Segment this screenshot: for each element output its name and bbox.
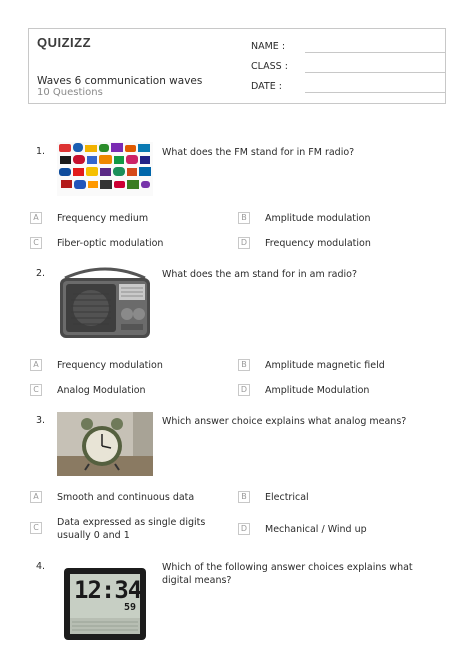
date-field[interactable] bbox=[251, 81, 282, 92]
name-label: NAME : bbox=[251, 41, 286, 52]
question-number: 3. bbox=[36, 415, 46, 426]
question-text: What does the FM stand for in FM radio? bbox=[162, 147, 355, 158]
option-text: Amplitude Modulation bbox=[265, 385, 370, 396]
option-text: Smooth and continuous data bbox=[57, 492, 195, 503]
date-line bbox=[305, 92, 445, 93]
question-text: What does the am stand for in am radio? bbox=[162, 269, 358, 280]
date-label: DATE : bbox=[251, 81, 282, 92]
alarm-clock-image bbox=[57, 412, 153, 476]
question-text: Which answer choice explains what analog means? bbox=[162, 416, 407, 427]
option-text: Amplitude magnetic field bbox=[265, 360, 385, 371]
name-line bbox=[305, 52, 445, 53]
option-text: Fiber-optic modulation bbox=[57, 238, 164, 249]
worksheet-question-count: 10 Questions bbox=[37, 87, 103, 98]
question-text: Which of the following answer choices explains what digital means? bbox=[162, 562, 413, 586]
option-letter: B bbox=[238, 212, 250, 224]
option-text: Frequency modulation bbox=[265, 238, 371, 249]
option-letter: A bbox=[30, 491, 42, 503]
option-letter: B bbox=[238, 359, 250, 371]
quizizz-logo bbox=[37, 35, 91, 50]
option-letter: D bbox=[238, 384, 250, 396]
option-text: Analog Modulation bbox=[57, 385, 146, 396]
question-number: 4. bbox=[36, 561, 46, 572]
option-letter: C bbox=[30, 384, 42, 396]
option-letter: D bbox=[238, 237, 250, 249]
question-number: 2. bbox=[36, 268, 46, 279]
option-text: Amplitude modulation bbox=[265, 213, 371, 224]
class-field[interactable] bbox=[251, 61, 288, 72]
question-number: 1. bbox=[36, 146, 46, 157]
worksheet-header bbox=[28, 28, 446, 104]
option-text: Data expressed as single digits usually 0 and 1 bbox=[57, 517, 206, 541]
clock-seconds: 59 bbox=[124, 602, 137, 613]
option-text: Frequency modulation bbox=[57, 360, 163, 371]
digital-clock-image bbox=[62, 566, 148, 642]
option-letter: B bbox=[238, 491, 250, 503]
option-letter: D bbox=[238, 523, 250, 535]
portable-radio-image bbox=[57, 264, 153, 342]
worksheet-title: Waves 6 communication waves bbox=[37, 75, 203, 87]
clock-time: 12:34 bbox=[74, 576, 142, 604]
option-letter: C bbox=[30, 237, 42, 249]
name-field[interactable] bbox=[251, 41, 285, 52]
option-letter: C bbox=[30, 522, 42, 534]
option-letter: A bbox=[30, 212, 42, 224]
option-text: Electrical bbox=[265, 492, 309, 503]
option-text: Mechanical / Wind up bbox=[265, 524, 367, 535]
option-text: Frequency medium bbox=[57, 213, 149, 224]
radio-station-logos-image bbox=[57, 142, 153, 196]
option-letter: A bbox=[30, 359, 42, 371]
class-line bbox=[305, 72, 445, 73]
class-label: CLASS : bbox=[251, 61, 288, 72]
logo-text: QUIZIZZ bbox=[37, 35, 92, 50]
